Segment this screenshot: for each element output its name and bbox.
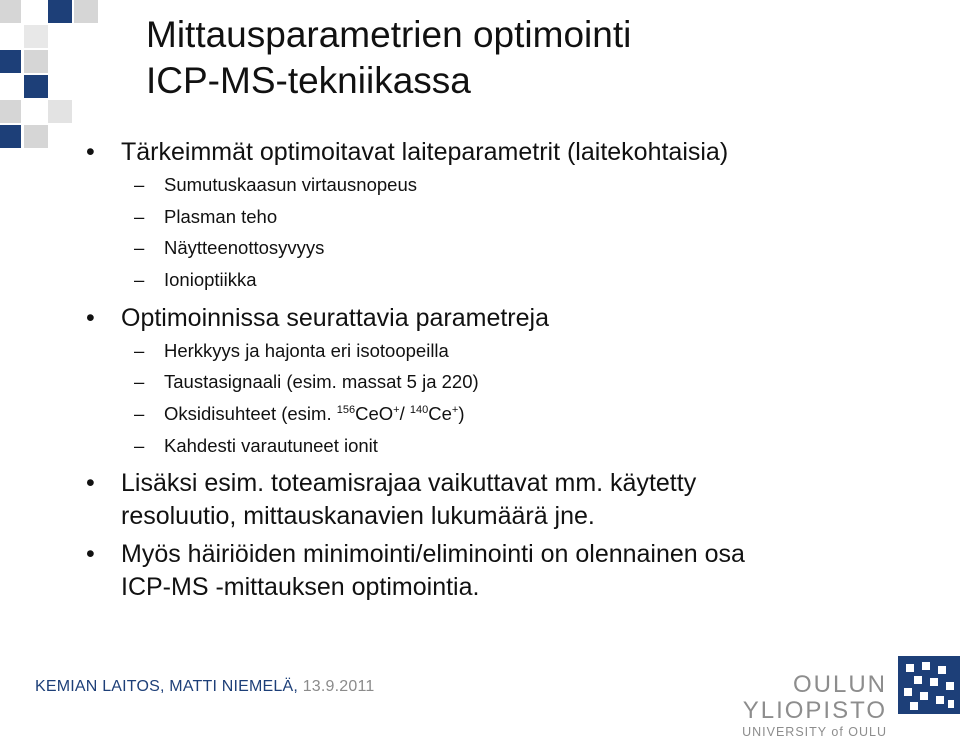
slide-title	[146, 12, 926, 104]
oxide-text-b: CeO	[355, 403, 394, 424]
sub-bullet-text: Taustasignaali (esim. massat 5 ja 220)	[164, 371, 479, 392]
bullet-text-line1: Myös häiriöiden minimointi/eliminointi on olennainen osa	[121, 540, 745, 568]
oxide-text-d: Ce	[428, 403, 452, 424]
dash-marker: –	[134, 340, 145, 361]
dash-marker: –	[134, 371, 145, 392]
bullet-text-line2: resoluutio, mittauskanavien lukumäärä jne.	[121, 502, 595, 530]
bullet-text-line1: Lisäksi esim. toteamisrajaa vaikuttavat mm. käytetty	[121, 469, 697, 497]
dash-marker: –	[134, 435, 145, 456]
sub-bullet-text: Ionioptiikka	[164, 269, 257, 290]
dash-marker: –	[134, 403, 145, 424]
sub-bullet-text-oxide	[164, 402, 464, 426]
sub-bullet-text: Plasman teho	[164, 206, 278, 227]
isotope-mass-superscript: 140	[409, 404, 429, 416]
mosaic-square	[24, 125, 48, 148]
sub-bullet-text: Näytteenottosyvyys	[164, 237, 325, 258]
university-logo-text	[662, 672, 887, 740]
sub-bullet-text: Sumutuskaasun virtausnopeus	[164, 174, 417, 195]
sub-bullet-text: Kahdesti varautuneet ionit	[164, 435, 378, 456]
mosaic-square	[48, 100, 72, 123]
dash-marker: –	[134, 174, 145, 195]
bullet-text-line2: ICP-MS -mittauksen optimointia.	[121, 573, 480, 601]
footer-date: 13.9.2011	[302, 678, 375, 695]
footer-authors: KEMIAN LAITOS, MATTI NIEMELÄ,	[35, 678, 303, 695]
mosaic-square	[48, 0, 72, 23]
mosaic-square	[24, 50, 48, 73]
oxide-text-c: /	[399, 403, 410, 424]
bullet-marker: •	[86, 469, 95, 497]
oxide-text-a: Oksidisuhteet (esim.	[164, 403, 337, 424]
charge-superscript: +	[451, 404, 459, 416]
slide-title-line1: Mittausparametrien optimointi	[146, 14, 632, 55]
dash-marker: –	[134, 237, 145, 258]
bullet-text: Optimoinnissa seurattavia parametreja	[121, 304, 549, 332]
mosaic-square	[0, 50, 21, 73]
university-subtitle: UNIVERSITY of OULU	[742, 725, 887, 739]
bullet-text: Tärkeimmät optimoitavat laiteparametrit (laitekohtaisia)	[121, 138, 729, 166]
dash-marker: –	[134, 206, 145, 227]
sub-bullet-text: Herkkyys ja hajonta eri isotoopeilla	[164, 340, 449, 361]
oxide-text-e: )	[458, 403, 465, 424]
mosaic-square	[74, 0, 98, 23]
mosaic-square	[0, 0, 21, 23]
university-logo-icon	[898, 656, 960, 714]
bullet-marker: •	[86, 304, 95, 332]
isotope-mass-superscript: 156	[336, 404, 356, 416]
university-name: OULUN YLIOPISTO	[742, 671, 887, 724]
charge-superscript: +	[393, 404, 400, 416]
dash-marker: –	[134, 269, 145, 290]
footer-credit	[35, 678, 374, 696]
slide-title-line2: ICP-MS-tekniikassa	[146, 60, 471, 101]
mosaic-square	[24, 25, 48, 48]
bullet-marker: •	[86, 540, 95, 568]
mosaic-square	[0, 100, 21, 123]
mosaic-square	[0, 125, 21, 148]
bullet-marker: •	[86, 138, 95, 166]
mosaic-square	[24, 75, 48, 98]
